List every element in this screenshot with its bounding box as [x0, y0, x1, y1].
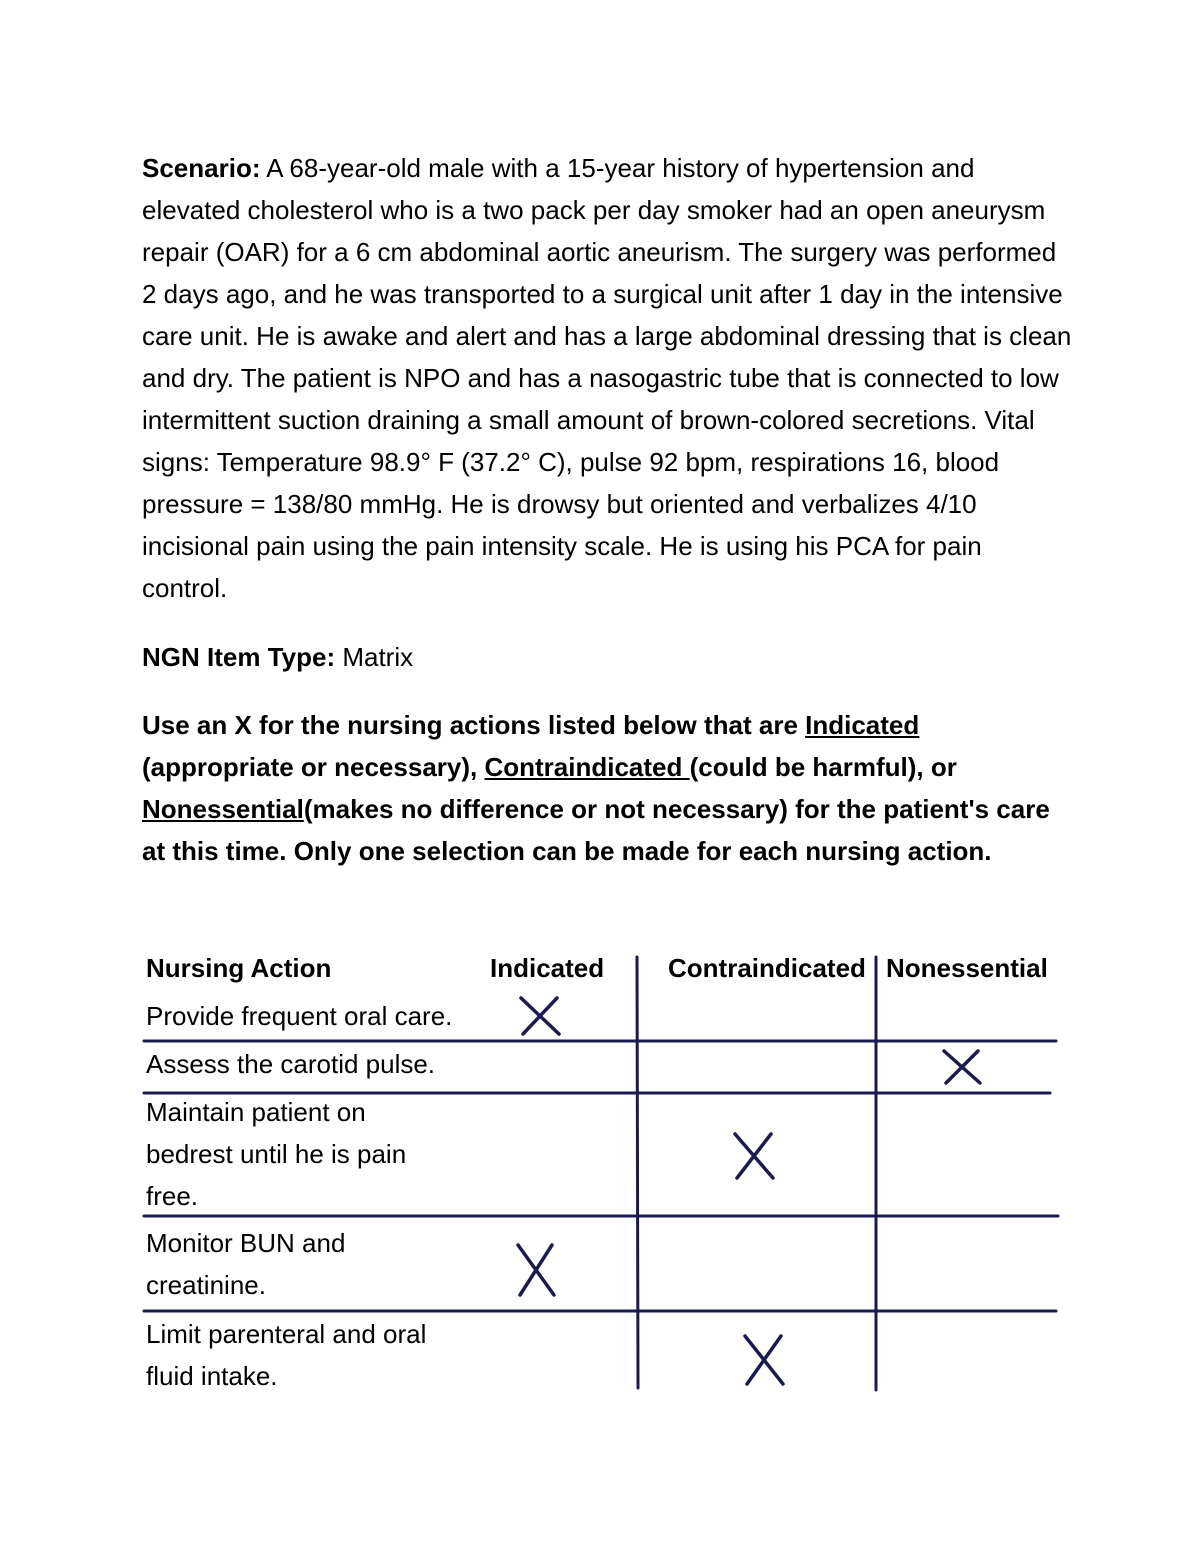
item-type-label: NGN Item Type: — [142, 642, 336, 672]
item-type-line — [142, 636, 1072, 678]
row-1-mark-indicated — [521, 998, 559, 1034]
row-5-mark-contraindicated — [745, 1336, 783, 1384]
row-3-action: Maintain patient on bedrest until he is pain free. — [146, 1097, 407, 1211]
header-nonessential: Nonessential — [886, 953, 1048, 983]
indicated-term: Indicated — [805, 710, 920, 740]
row-2-mark-nonessential — [944, 1051, 980, 1083]
instructions-part3: (could be harmful), or — [689, 752, 957, 782]
instructions-part1: Use an X for the nursing actions listed below that are — [142, 710, 806, 740]
header-indicated: Indicated — [490, 953, 605, 983]
row-1-action: Provide frequent oral care. — [146, 1001, 453, 1031]
instructions-part4: (makes no difference or not necessary) for the patient's care at this time. Only one selection can be made for each nursing action. — [142, 794, 1050, 866]
instructions-paragraph — [142, 704, 1072, 872]
header-nursing-action: Nursing Action — [146, 953, 332, 983]
scenario-label: Scenario: — [142, 153, 261, 183]
row-2-action: Assess the carotid pulse. — [146, 1049, 436, 1079]
contraindicated-term: Contraindicated — [484, 752, 690, 782]
nonessential-term: Nonessential — [142, 794, 304, 824]
item-type-value: Matrix — [335, 642, 414, 672]
divider-indicated-contraindicated — [637, 957, 638, 1388]
instructions-part2: (appropriate or necessary), — [142, 752, 485, 782]
scenario-text: A 68-year-old male with a 15-year history of hypertension and elevated cholesterol who is a two pack per day smoker had an open aneurysm repair (OAR) for a 6 cm abdominal aortic aneurism. The surgery was performed 2 days ago, and he was transported to a surgical unit after 1 day in the intensive care unit. He is awake and alert and has a large abdominal dressing that is clean and dry. The patient is NPO and has a nasogastric tube that is connected to low intermittent suction draining a small amount of brown-colored secretions. Vital signs: Temperature 98.9° F (37.2° C), pulse 92 bpm, respirations 16, blood pressure = 138/80 mmHg. He is drowsy but oriented and verbalizes 4/10 incisional pain using the pain intensity scale. He is using his PCA for pain control. — [142, 153, 1072, 603]
row-3-mark-contraindicated — [735, 1134, 773, 1178]
header-contraindicated: Contraindicated — [668, 953, 866, 983]
row-5-action: Limit parenteral and oral fluid intake. — [146, 1319, 427, 1391]
row-4-action: Monitor BUN and creatinine. — [146, 1228, 346, 1300]
row-4-mark-indicated — [518, 1245, 554, 1295]
scenario-paragraph — [142, 147, 1072, 609]
